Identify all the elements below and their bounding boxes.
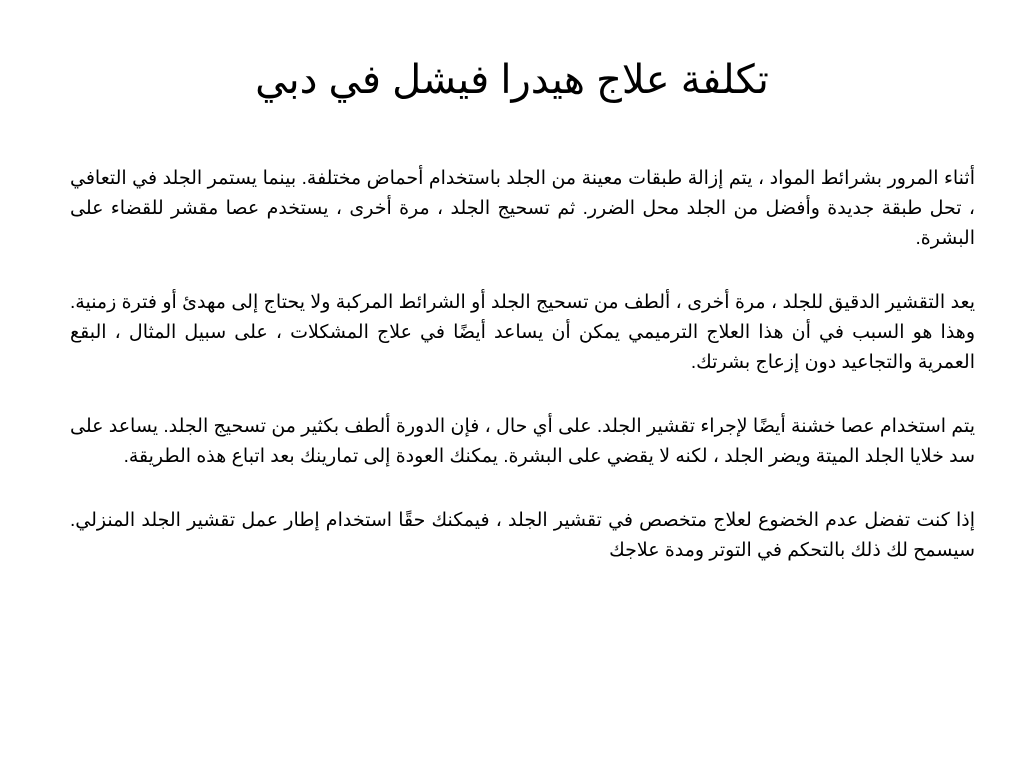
paragraph-3: يتم استخدام عصا خشنة أيضًا لإجراء تقشير الجلد. على أي حال ، فإن الدورة ألطف بكثير من تسحيج الجلد. يساعد على سد خلايا الجلد الميتة ويضر الجلد ، لكنه لا يقضي على البشرة. يمكنك العودة إلى تمارينك بعد اتباع هذه الطريقة.: [70, 416, 975, 467]
slide-body: [70, 164, 975, 600]
paragraph-1: أثناء المرور بشرائط المواد ، يتم إزالة طبقات معينة من الجلد باستخدام أحماض مختلفة. بينما يستمر الجلد في التعافي ، تحل طبقة جديدة وأفضل من الجلد محل الضرر. ثم تسحيج الجلد ، مرة أخرى ، يستخدم عصا مقشر للقضاء على البشرة.: [70, 168, 975, 249]
paragraph-4: إذا كنت تفضل عدم الخضوع لعلاج متخصص في تقشير الجلد ، فيمكنك حقًا استخدام إطار عمل تقشير الجلد المنزلي. سيسمح لك ذلك بالتحكم في التوتر ومدة علاجك: [70, 510, 975, 561]
paragraph-2: يعد التقشير الدقيق للجلد ، مرة أخرى ، ألطف من تسحيج الجلد أو الشرائط المركبة ولا يحتاج إلى مهدئ أو فترة زمنية. وهذا هو السبب في أن هذا العلاج الترميمي يمكن أن يساعد أيضًا في علاج المشكلات ، على سبيل المثال ، البقع العمرية والتجاعيد دون إزعاج بشرتك.: [70, 292, 975, 373]
slide-title: تكلفة علاج هيدرا فيشل في دبي: [255, 58, 769, 102]
